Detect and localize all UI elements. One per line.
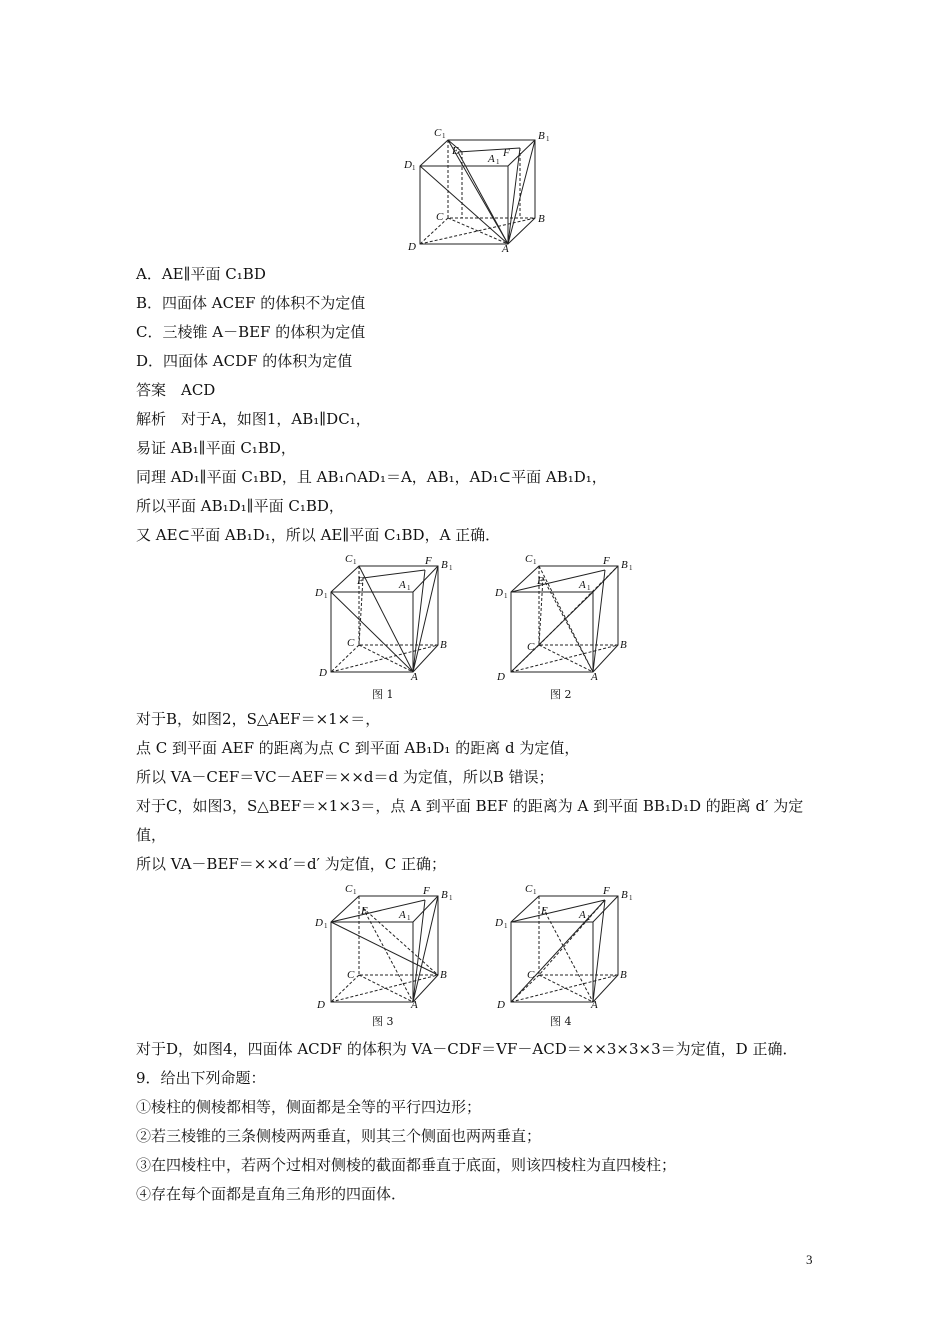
analysis-b-line-2: 点 C 到平面 AEF 的距离为点 C 到平面 AB₁D₁ 的距离 d 为定值， (136, 739, 580, 757)
svg-text:1: 1 (353, 888, 357, 896)
svg-text:1: 1 (533, 888, 537, 896)
svg-text:B: B (621, 559, 628, 571)
label-b: B (538, 213, 545, 225)
svg-text:1: 1 (504, 922, 508, 930)
label-d: D (408, 241, 416, 253)
analysis-line-3: 同理 AD₁∥平面 C₁BD，且 AB₁∩AD₁＝A，AB₁，AD₁⊂平面 AB₁D₁， (136, 468, 607, 486)
svg-text:D: D (315, 587, 323, 599)
analysis-line-1: 解析 对于A，如图1，AB₁∥DC₁， (136, 410, 371, 428)
svg-text:1: 1 (587, 584, 591, 592)
label-c: C (436, 211, 444, 223)
svg-text:B: B (441, 559, 448, 571)
svg-text:C: C (345, 883, 353, 895)
svg-text:B: B (621, 889, 628, 901)
svg-text:C: C (347, 969, 355, 981)
caption-fig4: 图 4 (550, 1015, 572, 1028)
svg-text:1: 1 (629, 894, 633, 902)
analysis-line-4: 所以平面 AB₁D₁∥平面 C₁BD， (136, 497, 344, 515)
svg-text:1: 1 (546, 135, 550, 143)
label-a1: A (488, 153, 495, 165)
svg-text:D: D (495, 917, 503, 929)
figure-4 (493, 880, 633, 1010)
analysis-c-line-1: 对于C，如图3，S△BEF＝×1×3＝，点 A 到平面 BEF 的距离为 A 到平面 BB₁D₁D 的距离 d′ 为定 (136, 797, 804, 815)
svg-text:F: F (423, 885, 430, 897)
svg-text:A: A (579, 909, 586, 921)
question-9-title: 9．给出下列命题： (136, 1069, 266, 1087)
svg-text:C: C (347, 637, 355, 649)
svg-text:D: D (495, 587, 503, 599)
option-d: D．四面体 ACDF 的体积为定值 (136, 352, 353, 370)
question-9-item-2: ②若三棱锥的三条侧棱两两垂直，则其三个侧面也两两垂直； (136, 1127, 542, 1145)
svg-text:F: F (603, 555, 610, 567)
svg-text:1: 1 (587, 914, 591, 922)
svg-text:1: 1 (353, 558, 357, 566)
option-b: B．四面体 ACEF 的体积不为定值 (136, 294, 366, 312)
question-9-item-4: ④存在每个面都是直角三角形的四面体． (136, 1185, 407, 1203)
label-a: A (502, 243, 509, 255)
svg-text:B: B (440, 969, 447, 981)
svg-text:E: E (537, 575, 544, 587)
svg-text:A: A (591, 999, 598, 1011)
svg-text:D: D (497, 671, 505, 683)
svg-text:1: 1 (407, 914, 411, 922)
caption-fig1: 图 1 (372, 688, 394, 701)
svg-text:B: B (440, 639, 447, 651)
page-number: 3 (806, 1252, 813, 1267)
svg-text:1: 1 (442, 132, 446, 140)
svg-text:F: F (603, 885, 610, 897)
svg-text:C: C (525, 883, 533, 895)
option-c: C．三棱锥 A－BEF 的体积为定值 (136, 323, 366, 341)
svg-text:A: A (399, 579, 406, 591)
analysis-line-5: 又 AE⊂平面 AB₁D₁，所以 AE∥平面 C₁BD，A 正确． (136, 526, 501, 544)
svg-text:1: 1 (324, 592, 328, 600)
svg-text:D: D (497, 999, 505, 1011)
svg-text:D: D (319, 667, 327, 679)
svg-text:C: C (527, 969, 535, 981)
cube-figure-main (400, 126, 550, 254)
answer: 答案 ACD (136, 381, 216, 399)
svg-text:1: 1 (629, 564, 633, 572)
svg-text:C: C (527, 641, 535, 653)
svg-text:A: A (579, 579, 586, 591)
svg-text:1: 1 (407, 584, 411, 592)
question-9-item-1: ①棱柱的侧棱都相等，侧面都是全等的平行四边形； (136, 1098, 482, 1116)
label-b1: B (538, 130, 545, 142)
svg-text:1: 1 (449, 564, 453, 572)
figure-3 (313, 880, 453, 1010)
caption-fig3: 图 3 (372, 1015, 394, 1028)
analysis-c-line-2: 值， (136, 826, 167, 844)
svg-text:E: E (541, 905, 548, 917)
svg-text:B: B (620, 969, 627, 981)
svg-text:C: C (345, 553, 353, 565)
svg-text:E: E (357, 575, 364, 587)
svg-text:A: A (411, 671, 418, 683)
svg-text:1: 1 (504, 592, 508, 600)
analysis-d-line: 对于D，如图4，四面体 ACDF 的体积为 VA－CDF＝VF－ACD＝××3×3×3＝为定值，D 正确． (136, 1040, 798, 1058)
option-a: A．AE∥平面 C₁BD (136, 265, 266, 283)
svg-text:A: A (399, 909, 406, 921)
svg-text:1: 1 (449, 894, 453, 902)
svg-text:1: 1 (533, 558, 537, 566)
svg-text:1: 1 (496, 158, 500, 166)
svg-text:E: E (361, 905, 368, 917)
label-c1: C (434, 127, 442, 139)
svg-text:D: D (317, 999, 325, 1011)
figure-1 (313, 550, 453, 683)
svg-text:F: F (425, 555, 432, 567)
figure-2 (493, 550, 633, 683)
analysis-b-line-1: 对于B，如图2，S△AEF＝×1×＝， (136, 710, 381, 728)
svg-text:B: B (620, 639, 627, 651)
svg-text:1: 1 (324, 922, 328, 930)
label-d1: D (404, 159, 412, 171)
label-e: E (452, 145, 459, 157)
analysis-c-line-3: 所以 VA－BEF＝××d′＝d′ 为定值，C 正确； (136, 855, 446, 873)
svg-text:C: C (525, 553, 533, 565)
svg-text:A: A (591, 671, 598, 683)
question-9-item-3: ③在四棱柱中，若两个过相对侧棱的截面都垂直于底面，则该四棱柱为直四棱柱； (136, 1156, 677, 1174)
svg-text:1: 1 (412, 164, 416, 172)
analysis-line-2: 易证 AB₁∥平面 C₁BD， (136, 439, 296, 457)
analysis-b-line-3: 所以 VA－CEF＝VC－AEF＝××d＝d 为定值，所以B 错误； (136, 768, 554, 786)
svg-text:A: A (411, 999, 418, 1011)
label-f: F (503, 147, 510, 159)
svg-text:D: D (315, 917, 323, 929)
caption-fig2: 图 2 (550, 688, 572, 701)
svg-text:B: B (441, 889, 448, 901)
